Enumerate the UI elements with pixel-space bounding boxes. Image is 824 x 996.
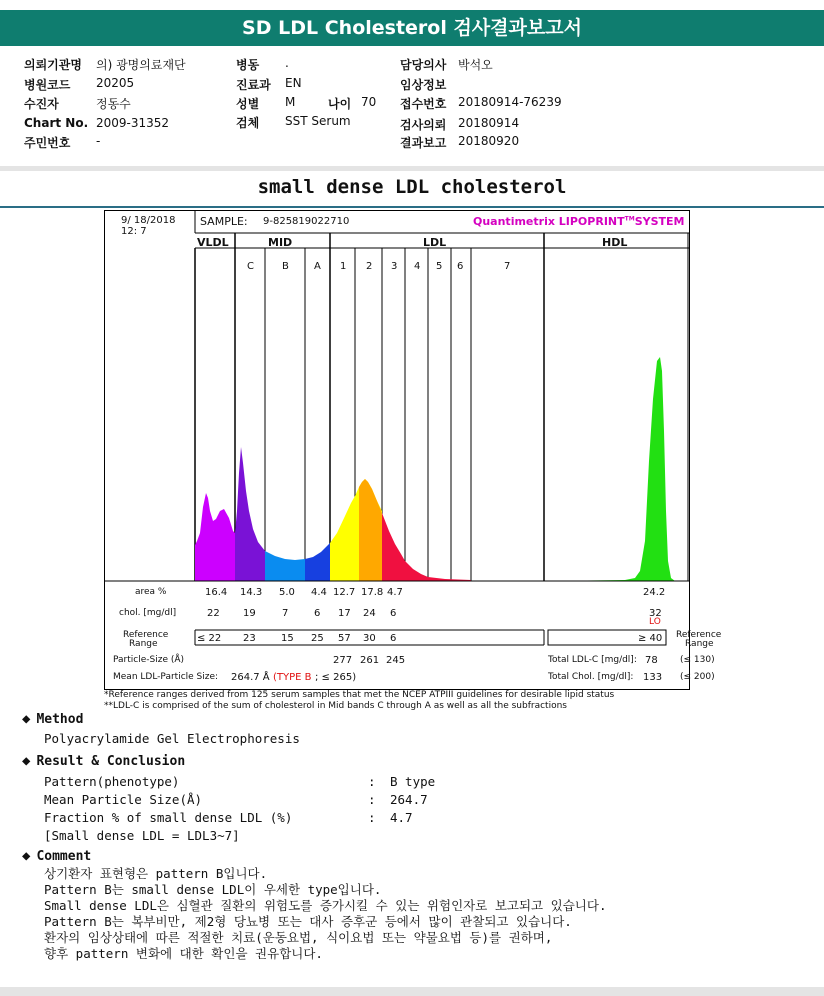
- note-line: *Reference ranges derived from 125 serum samples that met the NCEP ATPIII guidelines for desirable lipid status: [104, 690, 615, 700]
- label-resident-no: 주민번호: [24, 136, 71, 150]
- chol-value: 6: [390, 608, 397, 619]
- reference-notes: [104, 690, 614, 712]
- particle-size-label: Particle-Size (Å): [113, 655, 185, 665]
- value-specimen: SST Serum: [285, 114, 351, 128]
- midc-peak: [235, 447, 265, 581]
- lipoprint-report: [104, 210, 722, 690]
- result-label: Pattern(phenotype): [44, 774, 180, 789]
- comment-line: Pattern B는 복부비만, 제2형 당뇨병 또는 대사 증후군 등에서 많이 관찰되고 있습니다.: [44, 914, 572, 929]
- group-hdl: HDL: [602, 236, 628, 249]
- comment-line: Pattern B는 small dense LDL이 우세한 type입니다.: [44, 882, 382, 897]
- label-receipt-no: 접수번호: [400, 97, 447, 111]
- ref-value: 6: [390, 633, 397, 644]
- chol-value: 22: [207, 608, 220, 619]
- result-value: 4.7: [390, 810, 413, 825]
- mean-size-ref: ; ≤ 265): [315, 672, 357, 683]
- diamond-bullet-icon: ◆: [22, 848, 31, 864]
- value-ward: .: [285, 56, 289, 70]
- ref-value: 57: [338, 633, 351, 644]
- area-value: 12.7: [333, 587, 356, 598]
- ref-hdl: ≥ 40: [638, 633, 663, 644]
- ref-value: 30: [363, 633, 376, 644]
- label-doctor: 담당의사: [400, 58, 447, 72]
- chol-value: 19: [243, 608, 256, 619]
- comment-line: 향후 pattern 변화에 대한 확인을 권유합니다.: [44, 946, 323, 961]
- divider: [0, 166, 824, 171]
- label-clinical-info: 임상정보: [400, 78, 447, 92]
- label-hospital-code: 병원코드: [24, 78, 71, 92]
- result-label: Fraction % of small dense LDL (%): [44, 810, 293, 825]
- band-b: B: [282, 261, 289, 272]
- total-ldl-value: 78: [645, 655, 658, 666]
- comment-line: 상기환자 표현형은 pattern B입니다.: [44, 866, 268, 881]
- band-2: 2: [366, 261, 373, 272]
- chol-value: 7: [282, 608, 289, 619]
- band-6: 6: [457, 261, 464, 272]
- result-colon: :: [368, 792, 376, 807]
- total-ldl-label: Total LDL-C [mg/dl]:: [548, 655, 637, 665]
- total-ldl-ref: (≤ 130): [680, 655, 715, 665]
- band-1: 1: [340, 261, 347, 272]
- label-specimen: 검체: [236, 116, 260, 130]
- value-receipt-no: 20180914-76239: [458, 95, 562, 109]
- chol-value: 6: [314, 608, 321, 619]
- midb-peak: [265, 551, 305, 581]
- value-department: EN: [285, 76, 302, 90]
- total-chol-ref: (≤ 200): [680, 672, 715, 682]
- ref-label-left: Range: [129, 639, 158, 649]
- area-label: area %: [135, 587, 167, 597]
- mida-peak: [305, 543, 330, 581]
- ref-label-left: Reference: [123, 630, 169, 640]
- particle-size-value: 277: [333, 655, 353, 666]
- value-age: 70: [361, 95, 377, 109]
- band-4: 4: [414, 261, 421, 272]
- label-age: 나이: [328, 97, 352, 111]
- label-sex: 성별: [236, 97, 260, 111]
- ref-value: ≤ 22: [197, 633, 222, 644]
- diamond-bullet-icon: ◆: [22, 711, 31, 727]
- section-title: small dense LDL cholesterol: [257, 176, 567, 198]
- comment-line: Small dense LDL은 심혈관 질환의 위험도를 증가시킬 수 있는 위험인자로 보고되고 있습니다.: [44, 898, 607, 913]
- area-hdl: 24.2: [643, 587, 666, 598]
- ref-label-right: Range: [685, 639, 714, 649]
- value-chart-no: 2009-31352: [96, 116, 170, 130]
- patient-info: [0, 50, 824, 165]
- value-institution: 의) 광명의료재단: [96, 58, 186, 72]
- area-value: 4.4: [311, 587, 327, 598]
- ldl1-peak: [330, 496, 355, 581]
- sample-label: SAMPLE:: [200, 215, 248, 228]
- diamond-bullet-icon: ◆: [22, 753, 31, 769]
- area-value: 4.7: [387, 587, 403, 598]
- area-value: 17.8: [361, 587, 384, 598]
- note-line: **LDL-C is comprised of the sum of cholesterol in Mid bands C through A as well as all the subfractions: [104, 701, 567, 711]
- vldl-peak: [195, 493, 235, 581]
- area-value: 14.3: [240, 587, 263, 598]
- total-chol-value: 133: [643, 672, 663, 683]
- label-department: 진료과: [236, 78, 271, 92]
- sample-id: 9-825819022710: [263, 216, 350, 227]
- result-header: ◆ Result & Conclusion: [22, 753, 186, 769]
- ref-value: 25: [311, 633, 324, 644]
- value-doctor: 박석오: [458, 58, 493, 72]
- total-chol-label: Total Chol. [mg/dl]:: [548, 672, 634, 682]
- ldl4-tail: [405, 561, 471, 581]
- label-patient: 수진자: [24, 97, 59, 111]
- result-value: 264.7: [390, 792, 428, 807]
- band-5: 5: [436, 261, 443, 272]
- footer-bar: [0, 987, 824, 996]
- ldl3-peak: [382, 513, 405, 581]
- value-hospital-code: 20205: [96, 76, 135, 90]
- mean-size-value: 264.7 Å: [231, 672, 270, 683]
- chol-hdl-flag: LO: [649, 617, 661, 627]
- result-colon: :: [368, 810, 376, 825]
- value-patient: 정동수: [96, 97, 131, 111]
- result-value: B type: [390, 774, 436, 789]
- label-institution: 의뢰기관명: [24, 58, 82, 72]
- area-value: 5.0: [279, 587, 295, 598]
- method-header: ◆ Method: [22, 711, 84, 727]
- ldl2-peak: [359, 479, 382, 581]
- label-report-date: 결과보고: [400, 136, 447, 150]
- brand-label: Quantimetrix LIPOPRINT™SYSTEM: [473, 215, 685, 228]
- value-resident-no: -: [96, 134, 101, 148]
- mean-size-label: Mean LDL-Particle Size:: [113, 672, 219, 682]
- ref-label-right: Reference: [676, 630, 722, 640]
- band-7: 7: [504, 261, 511, 272]
- label-ward: 병동: [236, 58, 260, 72]
- chol-label: chol. [mg/dl]: [119, 608, 177, 618]
- group-mid: MID: [268, 236, 293, 249]
- particle-size-value: 261: [360, 655, 380, 666]
- divider: [0, 206, 824, 208]
- value-sex: M: [285, 95, 296, 109]
- ref-value: 15: [281, 633, 294, 644]
- report-title: SD LDL Cholesterol 검사결과보고서: [0, 10, 824, 46]
- label-chart-no: Chart No.: [24, 116, 89, 130]
- mean-size-type: (TYPE B: [273, 672, 312, 683]
- report-time: 12: 7: [121, 226, 147, 237]
- comment-line: 환자의 임상상태에 따른 적절한 치료(운동요법, 식이요법 또는 약물요법 등)를 권하며,: [44, 930, 553, 945]
- chol-value: 17: [338, 608, 351, 619]
- value-request-date: 20180914: [458, 116, 520, 130]
- hdl-peak: [550, 357, 675, 581]
- result-label: Mean Particle Size(Å): [44, 792, 203, 807]
- result-footnote: [Small dense LDL = LDL3~7]: [44, 828, 240, 843]
- band-3: 3: [391, 261, 398, 272]
- area-value: 16.4: [205, 587, 228, 598]
- ref-value: 23: [243, 633, 256, 644]
- chol-value: 24: [363, 608, 376, 619]
- method-text: Polyacrylamide Gel Electrophoresis: [44, 731, 300, 746]
- result-colon: :: [368, 774, 376, 789]
- particle-size-value: 245: [386, 655, 406, 666]
- group-vldl: VLDL: [197, 236, 229, 249]
- label-request-date: 검사의뢰: [400, 118, 447, 132]
- report-date: 9/ 18/2018: [121, 215, 176, 226]
- electrophoresis-graph: [105, 211, 689, 689]
- comment-header: ◆ Comment: [22, 848, 92, 864]
- chol-hdl: 32: [649, 608, 662, 619]
- band-c: C: [247, 261, 254, 272]
- group-ldl: LDL: [423, 236, 447, 249]
- band-a: A: [314, 261, 321, 272]
- value-report-date: 20180920: [458, 134, 520, 148]
